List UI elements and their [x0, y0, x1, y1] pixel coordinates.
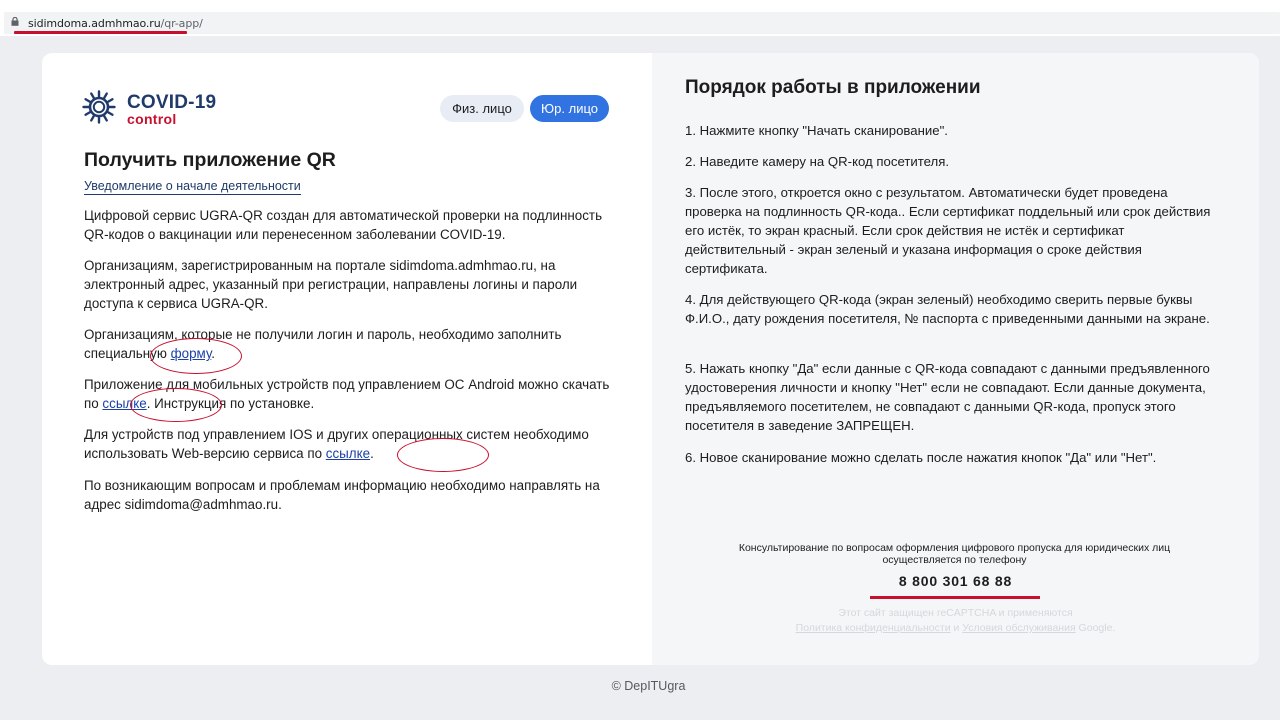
recaptcha-notice	[652, 606, 1259, 636]
activity-notice-link[interactable]: Уведомление о начале деятельности	[84, 179, 301, 193]
instructions-panel	[652, 53, 1259, 665]
web-version-link[interactable]: ссылке	[325, 446, 371, 461]
privacy-policy-link[interactable]: Политика конфиденциальности	[795, 622, 951, 634]
instruction-step: 3. После этого, откроется окно с результатом. Автоматически будет проведена проверка на подлинность QR-кода.. Если сертификат поддельный или срок действия его истёк, то экран красный. Если срок действия не истёк и сертификат действительный - экран зеленый и указана информация о сроке действия сертификата.	[685, 185, 1211, 276]
url-host: sidimdoma.admhmao.ru	[28, 17, 161, 30]
intro-paragraph: Цифровой сервис UGRA-QR создан для автоматической проверки на подлинность QR-кодов о вакцинации или перенесенном заболевании COVID-19.	[84, 208, 603, 242]
ios-paragraph-text: Для устройств под управлением IOS и других операционных систем необходимо использовать Web-версию сервиса по	[84, 427, 589, 461]
android-link-highlight-circle	[130, 388, 222, 422]
virus-icon	[82, 90, 116, 124]
android-paragraph-text: Приложение для мобильных устройств под управлением ОС Android можно скачать по	[84, 377, 610, 411]
logo-subtitle: control	[127, 111, 177, 127]
instruction-step: 1. Нажмите кнопку "Начать сканирование".	[685, 123, 948, 138]
recaptcha-and-text: и	[950, 622, 963, 634]
consultation-text: Консультирование по вопросам оформления цифрового пропуска для юридических лиц осуществляется по телефону	[738, 542, 1171, 566]
footer-copyright: © DepITUgra	[611, 679, 686, 693]
instruction-step: 5. Нажать кнопку "Да" если данные с QR-кода совпадают с данными предъявленного удостоверения личности и кнопку "Нет" если не совпадают. Если данные документа, предъявляемого посетителем, не совпадают с данными QR-кода, пропуск этого посетителя в заведение ЗАПРЕЩЕН.	[685, 361, 1210, 433]
web-link-highlight-circle	[397, 438, 489, 472]
url-text[interactable]	[28, 17, 203, 30]
recaptcha-google-text: Google.	[1075, 622, 1116, 634]
url-path: /qr-app/	[160, 17, 203, 30]
terms-of-service-link[interactable]: Условия обслуживания	[962, 622, 1076, 634]
instruction-step: 4. Для действующего QR-кода (экран зеленый) необходимо сверить первые буквы Ф.И.О., дату рождения посетителя, № паспорта с приведенными данными на экране.	[685, 292, 1210, 326]
lock-icon	[11, 17, 19, 26]
instruction-step: 2. Наведите камеру на QR-код посетителя.	[685, 154, 950, 169]
registration-paragraph: Организациям, зарегистрированным на портале sidimdoma.admhmao.ru, на электронный адрес, указанный при регистрации, направлены логины и пароли доступа к сервиса UGRA-QR.	[84, 258, 578, 311]
legal-entity-toggle-button[interactable]: Юр. лицо	[530, 95, 609, 122]
instruction-step: 6. Новое сканирование можно сделать после нажатия кнопок "Да" или "Нет".	[685, 450, 1157, 465]
form-link-highlight-circle	[150, 338, 242, 374]
recaptcha-links-line	[652, 621, 1259, 636]
android-download-link[interactable]: ссылке	[102, 396, 147, 411]
browser-address-bar	[0, 0, 1280, 36]
instructions-title: Порядок работы в приложении	[685, 77, 981, 98]
ios-paragraph-end: .	[370, 446, 374, 461]
logo-title: COVID-19	[127, 92, 217, 113]
main-card	[42, 53, 1259, 665]
covid-control-logo[interactable]	[82, 90, 262, 126]
form-paragraph-text: Организациям, которые не получили логин и пароль, необходимо заполнить специальную	[84, 327, 562, 361]
url-highlight-underline	[14, 31, 187, 34]
phone-highlight-underline	[870, 596, 1040, 599]
support-phone-number[interactable]: 8 800 301 68 88	[898, 573, 1013, 589]
form-link[interactable]: форму	[170, 346, 212, 361]
page-title: Получить приложение QR	[84, 149, 336, 171]
form-paragraph-end: .	[211, 346, 215, 361]
contact-paragraph: По возникающим вопросам и проблемам информацию необходимо направлять на адрес sidimdoma@admhmao.ru.	[84, 478, 600, 512]
recaptcha-notice-text: Этот сайт защищен reCAPTCHA и применяются	[838, 607, 1073, 619]
ios-paragraph	[84, 425, 624, 463]
individual-toggle-button[interactable]: Физ. лицо	[440, 95, 524, 122]
android-paragraph-end: . Инструкция по установке.	[146, 396, 315, 411]
